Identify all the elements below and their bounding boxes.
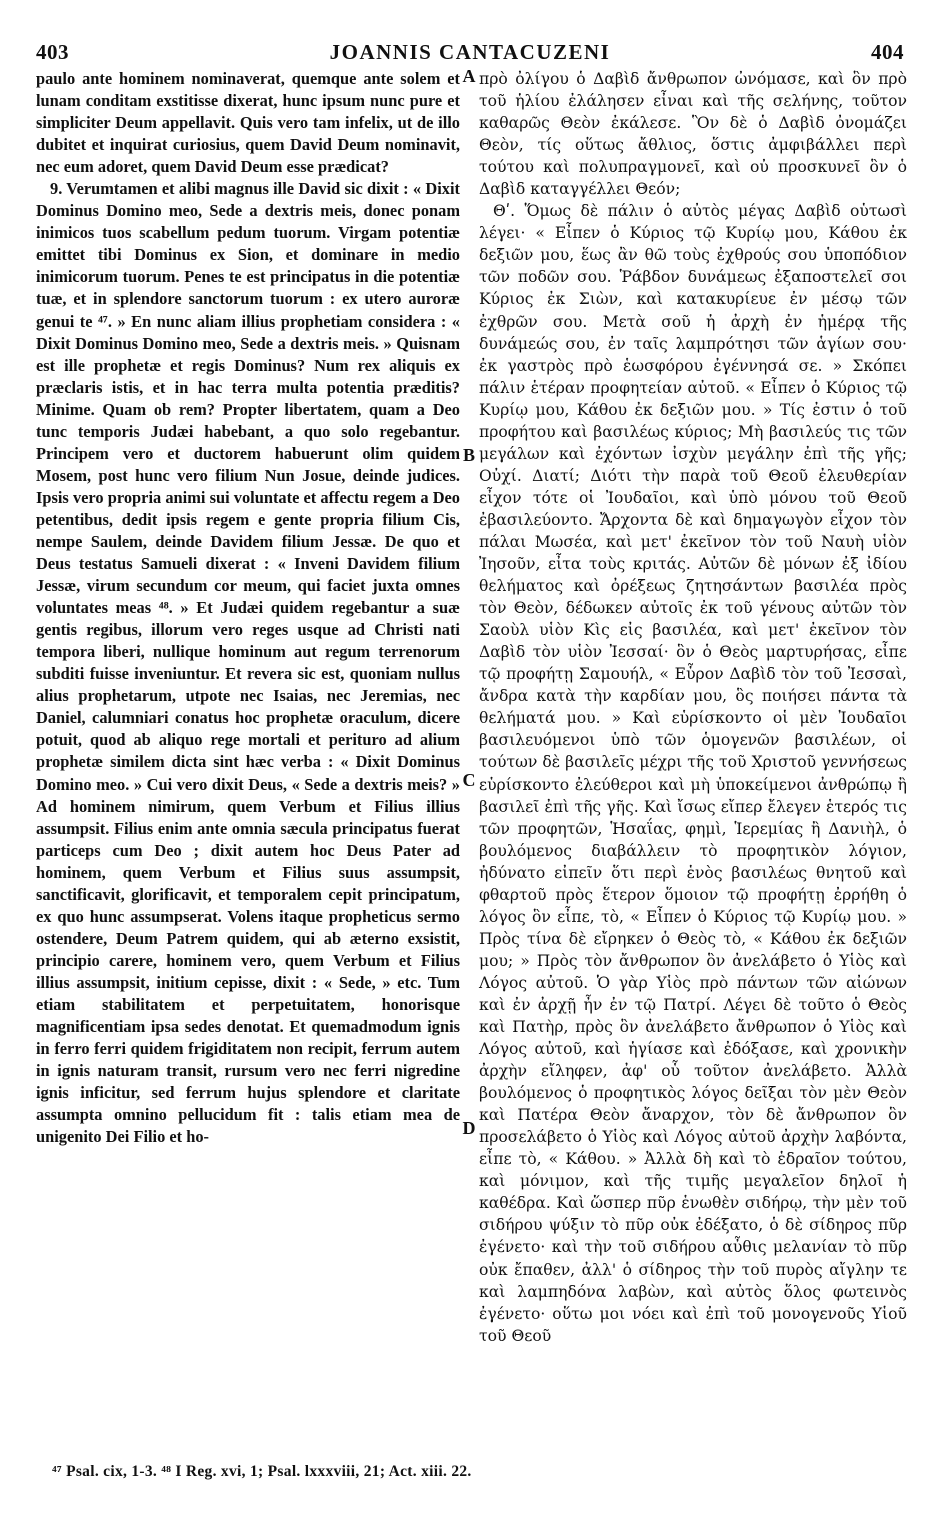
margin-marker-a: A bbox=[462, 66, 476, 86]
greek-paragraph: πρὸ ὀλίγου ὁ Δαβὶδ ἄνθρωπον ὠνόμασε, καὶ ὃν πρὸ τοῦ ἡλίου ἐλάλησεν εἶναι καὶ τῆς σελήνης, τοῦτον καθαρῶς Θεὸν ἐκάλεσε. Ὃν δὲ ὁ Δαβὶδ ὀνομάζει Θεὸν, τίς οὕτως ἄθλιος, ὅστις ἀμφιβάλλει περὶ τούτου καὶ πολυπραγμονεῖ, καὶ οὐ προσκυνεῖ ὃν ὁ Δαβὶδ καταγγέλλει Θεόν; bbox=[479, 70, 907, 199]
latin-paragraph: 9. Verumtamen et alibi magnus ille David sic dixit : « Dixit Dominus Domino meo, Sede a dextris meis, donec ponam inimicos tuos scabellum pedum tuorum. Virgam potentiæ emittet tibi Dominus ex Sion, et dominare in medio inimicorum tuorum. Penes te est principatus in die potentiæ tuæ, et in splendore sanctorum tuorum : ex utero auroræ genui te ⁴⁷. » En nunc aliam illius prophetiam considera : « Dixit Dominus Domino meo, Sede a dextris meis. » Quisnam est ille prophetæ et regis Dominus? Num rex aliquis ex præclaris istis, et in hac terra multa potentia præditis? Minime. Quam ob rem? Propter libertatem, quam a Deo tunc temporis Judæi habebant, a quo solo regebantur. Principem vero et ductorem habuerunt olim quidem Mosem, post hunc vero filium Nun Josue, deinde judices. Ipsis vero propria animi sui voluntate et affectu regem a Deo petentibus, dedit ipsis regem e gente propria filium Cis, nempe Saulem, deinde Davidem filium Jessæ. De quo et Deus testatus Samueli dixerat : « Inveni Davidem filium Jessæ, virum secundum cor meum, qui faciet juxta omnes voluntates meas ⁴⁸. » Et Judæi quidem regebantur a suæ gentis regibus, illorum vero reges usque ad Christi nati tempora liberi, nullique hominum aut regum terrenorum subditi fuisse inveniuntur. Et revera sic est, quoniam nullus alius prophetarum, utpote nec Isaias, nec Jeremias, nec Daniel, calumniari conatus hoc prophetæ oraculum, dicere potuit, quod ab aliquo rege mortali et perituro ad alium prophetæ similem dicta sint hæc verba : « Dixit Dominus Domino meo. » Cui vero dixit Deus, « Sede a dextris meis? » Ad hominem nimirum, quem Verbum et Filius illius assumpsit. Filius enim ante omnia sæcula principatus fuerat particeps cum Deo ; dixit autem hoc Deus Pater ad hominem, quem Verbum et Filius suus assumpsit, sanctificavit, glorificavit, et temporalem cepit principatum, ex quo hunc assumpserat. Volens itaque propheticus sermo ostendere, Deum Patrem quidem, qui ab æterno exsistit, principio carere, hominem vero, quem Verbum et Filius illius assumpsit, initium cepisse, dixit : « Sede, » etc. Tum etiam stabilitatem et perpetuitatem, honorisque magnificentiam ipsa sedes denotat. Et quemadmodum ignis in ferro ferri quidem frigiditatem non recipit, ferrum autem in ignis naturam transit, rursum vero nec ferri nigredine ignis inficitur, sed ferrum hujus splendore et claritate assumpta omnino pellucidum fit : talis etiam mea de unigenito Dei Filio et ho- bbox=[36, 179, 460, 1147]
margin-marker-c: C bbox=[462, 770, 476, 790]
margin-marker-b: B bbox=[462, 445, 475, 465]
greek-column bbox=[479, 68, 907, 1347]
running-title: JOANNIS CANTACUZENI bbox=[329, 40, 611, 64]
left-page-number: 403 bbox=[36, 40, 69, 64]
latin-column bbox=[36, 68, 460, 1148]
footnote: ⁴⁷ Psal. cix, 1-3. ⁴⁸ I Reg. xvi, 1; Psal. lxxxviii, 21; Act. xiii. 22. bbox=[52, 1463, 472, 1480]
margin-marker-d: D bbox=[462, 1118, 476, 1138]
greek-paragraph: Θʹ. Ὅμως δὲ πάλιν ὁ αὐτὸς μέγας Δαβὶδ οὑτωσὶ λέγει· « Εἶπεν ὁ Κύριος τῷ Κυρίῳ μου, Κάθου ἐκ δεξιῶν μου, ἕως ἂν θῶ τοὺς ἐχθρούς σου ὑποπόδιον τῶν ποδῶν σου. Ῥάβδον δυνάμεως ἐξαποστελεῖ σοι Κύριος ἐκ Σιὼν, καὶ κατακυρίευε ἐν μέσῳ τῶν ἐχθρῶν σου. Μετὰ σοῦ ἡ ἀρχὴ ἐν ἡμέρᾳ τῆς δυνάμεώς σου, ἐν ταῖς λαμπρότησι τῶν ἁγίων σου· ἐκ γαστρὸς πρὸ ἑωσφόρου ἐγέννησά σε. » Σκόπει πάλιν ἑτέραν προφητείαν αὐτοῦ. « Εἶπεν ὁ Κύριος τῷ Κυρίῳ μου, Κάθου ἐκ δεξιῶν μου. » Τίς ἐστιν ὁ τοῦ προφήτου καὶ βασιλέως κύριος; Μὴ βασιλεύς τις τῶν μεγάλων καὶ ἐχόντων ἰσχὺν μεγάλην ἐπὶ τῆς γῆς; Οὐχί. Διατί; Διότι τὴν παρὰ τοῦ Θεοῦ ἐλευθερίαν εἶχον τότε οἱ Ἰουδαῖοι, καὶ ὑπὸ μόνου τοῦ Θεοῦ ἐβασιλεύοντο. Ἄρχοντα δὲ καὶ δημαγωγὸν εἶχον τὸν πάλαι Μωσέα, καὶ μετ' ἐκεῖνον τὸν τοῦ Ναυὴ υἱὸν Ἰησοῦν, εἶτα τοὺς κριτάς. Αὐτῶν δὲ μόνων ἐξ ἰδίου θελήματος καὶ ὀρέξεως ζητησάντων βασιλέα πρὸς τὸν Θεὸν, δέδωκεν αὐτοῖς ἐκ τοῦ γένους αὐτῶν τὸν Σαοὺλ υἱὸν Κὶς εἰς βασιλέα, καὶ μετ' ἐκεῖνον τὸν Δαβὶδ τὸν υἱὸν Ἰεσσαί· ὃν ὁ Θεὸς μαρτυρήσας, εἶπε τῷ προφήτῃ Σαμουήλ, « Εὗρον Δαβὶδ τὸν τοῦ Ἰεσσαὶ, ἄνδρα κατὰ τὴν καρδίαν μου, ὃς ποιήσει πάντα τὰ θελήματά μου. » Καὶ εὑρίσκοντο οἱ μὲν Ἰουδαῖοι βασιλευόμενοι ὑπὸ τῶν ὁμογενῶν βασιλέων, οἱ τούτων δὲ βασιλεῖς μέχρι τῆς τοῦ Χριστοῦ γεννήσεως εὑρίσκοντο ἐλεύθεροι καὶ μὴ ὑποκείμενοι ἀνθρώπῳ ἢ βασιλεῖ ἐπὶ τῆς γῆς. Καὶ ἴσως εἴπερ ἔλεγεν ἑτερός τις τῶν προφητῶν, Ἡσαΐας, φημὶ, Ἱερεμίας ἢ Δανιὴλ, ὁ βουλόμενος διαβάλλειν τὸ προφητικὸν λόγιον, ἠδύνατο εἰπεῖν ὅτι περὶ ἑνὸς βασιλέως θνητοῦ καὶ φθαρτοῦ πρὸς ἕτερον ὅμοιον τῷ προφήτῃ ἐρρήθη ὁ λόγος ὃν εἶπε, τὸ, « Εἶπεν ὁ Κύριος τῷ Κυρίῳ μου. » Πρὸς τίνα δὲ εἴρηκεν ὁ Θεὸς τὸ, « Κάθου ἐκ δεξιῶν μου; » Πρὸς τὸν ἄνθρωπον ὃν ἀνελάβετο ὁ Υἱὸς καὶ Λόγος αὐτοῦ. Ὁ γὰρ Υἱὸς πρὸ πάντων τῶν αἰώνων καὶ ἐν ἀρχῇ ἦν ἐν τῷ Πατρί. Λέγει δὲ τοῦτο ὁ Θεὸς καὶ Πατὴρ, πρὸς ὃν ἀνελάβετο ἄνθρωπον ὁ Υἱὸς καὶ Λόγος αὐτοῦ, καὶ ἡγίασε καὶ ἐδόξασε, καὶ χρονικὴν ἀρχὴν εἴληφεν, ἀφ' οὗ τοῦτον ἀνελάβετο. Ἀλλὰ βουλόμενος ὁ προφητικὸς λόγος δεῖξαι τὸν μὲν Θεὸν καὶ Πατέρα Θεὸν ἄναρχον, τὸν δὲ ἄνθρωπον ὃν προσελάβετο ὁ Υἱὸς καὶ Λόγος αὐτοῦ ἀρχὴν λαβόντα, εἶπε τὸ, « Κάθου. » Ἀλλὰ δὴ καὶ τὸ ἑδραῖον τούτου, καὶ μόνιμον, καὶ τῆς τιμῆς μεγαλεῖον δηλοῖ ἡ καθέδρα. Καὶ ὥσπερ πῦρ ἑνωθὲν σιδήρῳ, τὴν μὲν τοῦ σιδήρου ψύξιν τὸ πῦρ οὐκ ἐδέξατο, ὁ δὲ σίδηρος πῦρ ἐγένετο· καὶ τὴν τοῦ σιδήρου αὖθις μελανίαν τὸ πῦρ οὐκ ἔπαθεν, ἀλλ' ὁ σίδηρος τὴν τοῦ πυρὸς αἴγλην τε καὶ λαμπηδόνα λαβὼν, καὶ αὐτὸς ὅλος φωτεινὸς ἐγένετο· οὕτω μοι νόει καὶ ἐπὶ τοῦ μονογενοῦς Υἱοῦ τοῦ Θεοῦ bbox=[479, 202, 907, 1345]
right-page-number: 404 bbox=[870, 40, 904, 64]
latin-paragraph: paulo ante hominem nominaverat, quemque ante solem et lunam conditam exstitisse dixerat, hunc ipsum nunc pure et simpliciter Deum appellavit. Quis vero tam infelix, ut de illo dubitet et inquirat curiosius, quem David Deum nominavit, nec eum adoret, quem David Deum esse prædicat? bbox=[36, 69, 460, 177]
